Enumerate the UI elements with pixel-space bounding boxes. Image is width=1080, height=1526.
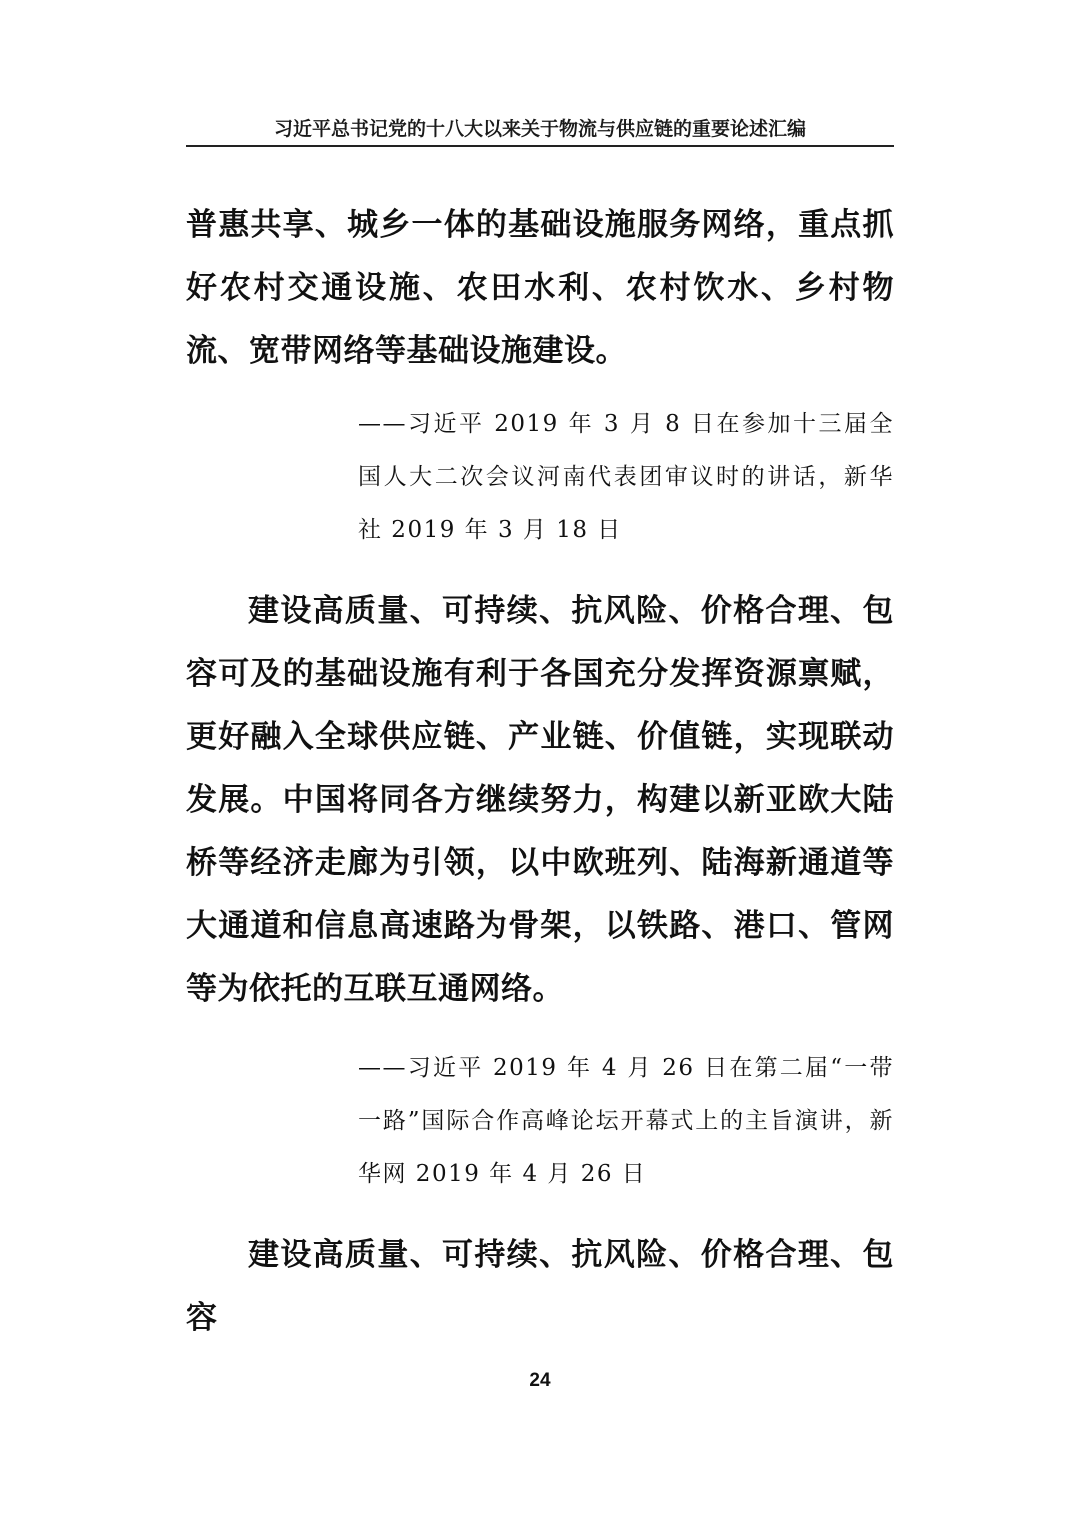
paragraph-belt-and-road-connectivity: 建设高质量、可持续、抗风险、价格合理、包容可及的基础设施有利于各国充分发挥资源禀赋，更好融入全球供应链、产业链、价值链，实现联动发展。中国将同各方继续努力，构建以新亚欧大陆桥等经济走廊为引领，以中欧班列、陆海新通道等大通道和信息高速路为骨架，以铁路、港口、管网等为依托的互联互通网络。 <box>186 593 894 1007</box>
running-header: 习近平总书记党的十八大以来关于物流与供应链的重要论述汇编 <box>273 118 806 140</box>
page-number: 24 <box>529 1370 551 1391</box>
source-citation-belt-and-road-forum: ——习近平 2019 年 4 月 26 日在第二届“一带一路”国际合作高峰论坛开幕式上的主旨演讲，新华网 2019 年 4 月 26 日 <box>358 1055 894 1187</box>
paragraph-infrastructure-network: 普惠共享、城乡一体的基础设施服务网络，重点抓好农村交通设施、农田水利、农村饮水、乡村物流、宽带网络等基础设施建设。 <box>186 207 894 369</box>
source-citation-henan-delegation: ——习近平 2019 年 3 月 8 日在参加十三届全国人大二次会议河南代表团审议时的讲话，新华社 2019 年 3 月 18 日 <box>358 411 894 543</box>
header-divider <box>186 145 894 147</box>
paragraph-continued: 建设高质量、可持续、抗风险、价格合理、包容 <box>186 1237 894 1336</box>
